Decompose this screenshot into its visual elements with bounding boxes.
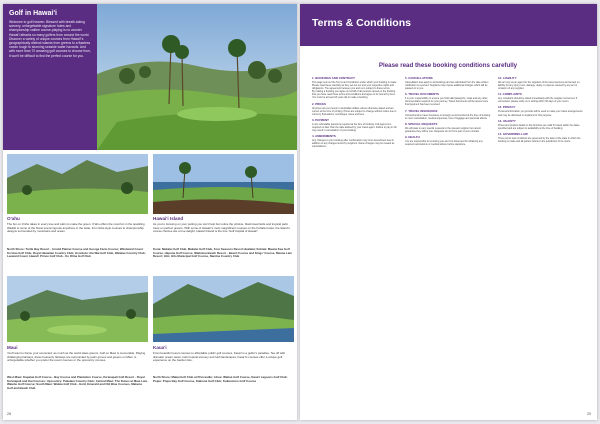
maui-courses: West Maui: Kapalua Golf Course - Bay Course and Plantation Course, Ka'anapali Golf Resort - Royal Ka'anapali and Kai Courses; Upcountry: Pukalani Country Club; Central Maui: The Dunes at Maui Lani, Waiehu Golf Course; South Maui: Wailea Golf Club - Gold, Emerald and Old Blue Courses, Makena Golf and Beach Club [7,376,148,391]
terms-title: Terms & Conditions [312,17,411,29]
terms-clause-text: Prices and product details in this brochure are valid for travel within the dates specified and are subject to availability at the time of booking. [498,123,580,130]
right-page [300,4,597,420]
hero-photo [97,4,298,150]
left-page-number: 28 [7,412,11,416]
terms-clause-heading: 3. PAYMENT [312,117,329,122]
left-page [3,4,298,420]
terms-clause-text: These terms and conditions are governed by the laws of the state in which the booking is made and all parties submit to the jurisdiction of its courts. [498,136,581,143]
terms-clause-heading: 6. TRAVEL DOCUMENTS [405,92,439,97]
terms-clause-heading: 12. PRIVACY [498,105,516,110]
hawaii-island-courses: Kona: Makalei Golf Club, Makalei Golf Club, Four Seasons Resort Hualalai; Kohala: Mauna Kea Golf Course, Hapuna Golf Course, Waikoloa Beach Resort - Beach Course and Kings' Course, Mauna Lani Resort; Hilo: Hilo Municipal Golf Course, Naniloa Country Club [153,248,292,259]
terms-clause-text: You are responsible for ensuring you are fit to travel and for obtaining any required vaccinations or medical advice before departure. [405,139,483,147]
terms-clause-heading: 13. VALIDITY [498,118,516,123]
terms-clause-text: Comprehensive travel insurance is strongly recommended at the time of booking to cover cancellation, medical expenses, loss of luggage and personal effects. [405,113,491,120]
terms-clause-text: This page sets out the Terms and Conditions under which your booking is made. Please read these carefully as they set out our and your respective rights and obligations. The agreement between you and us is subject to these terms. [312,81,397,91]
kauai-golf-image [153,276,294,342]
terms-clause-heading: 9. HEALTH [405,134,420,139]
maui-golf-image [7,276,148,342]
terms-clause-text: We act only as an agent for the suppliers of the travel services and accept no liability for any injury, loss, damage, delay or expense caused by any act or omission of any supplier. [498,81,580,91]
oahu-body: The fun on O'ahu takes in every tree and palm to make the green. O'ahu offers the most fun in the sparkling Waikiki to some of the finest scenic layouts anywhere in the state, from links-style courses to championship designs surrounded by mountains and ocean. [7,223,145,234]
terms-clause-heading: 2. PRICES [312,101,326,106]
right-page-number: 29 [587,412,591,416]
maui-title: Maui [7,345,18,350]
terms-clause-text: Any complaint should be raised immediately with the supplier concerned. If unresolved, please notify us in writing within 30 days of your return. [498,97,578,104]
terms-clause-text: All prices are per person in Australian dollars unless otherwise stated and are correct at the time of printing. Prices are subject to change without notice due to currency fluctuations, surcharges, taxes and fees. [312,106,397,116]
terms-clause-heading: 4. AMENDMENTS [312,134,336,139]
intro-body: Welcome to golf heaven. Blessed with breath-taking scenery, unforgettable signature holes and championship calibre course-playing is no wonder Hawai'i attracts so many golfers from around the world. Discover a variety of unique courses from Hawai'i's geographically distinct islands from greens to a flawless ocean rough to stunning seaside water hazards. And with more than 70 amazing golf courses to choose from, it won't be difficult to find the perfect course for you. [9,20,91,58]
terms-clause-heading: 14. GOVERNING LAW [498,131,528,136]
intro-panel [3,4,97,150]
terms-subtitle: Please read these booking conditions carefully [378,62,518,69]
terms-clause-heading: 5. CANCELLATIONS [405,76,433,80]
terms-column-3 [498,74,584,414]
maui-body: You'll want to frame your scorecard, as much as the world-class greens. Golf on Maui is memorable. Playing challenging fairways, these heavenly fairways are surrounded by palm groves and greens on Maui, is unforgettable whether you prefer the resort courses or the upcountry courses. [7,352,146,363]
kauai-title: Kaua'i [153,345,167,350]
terms-column-1 [312,74,398,414]
hawaii-island-photo [153,154,294,214]
terms-clause-heading: 1. BOOKINGS AND CONTRACT [312,76,355,80]
terms-clause-heading: 8. SPECIAL REQUESTS [405,121,438,126]
hawaii-island-golf-image [153,154,294,214]
oahu-photo [7,154,148,214]
hero-golf-course-image [97,4,298,150]
terms-clause-text: Cancellation fees apply to all bookings and are calculated from the date written notification is received. Suppliers may impose additional charges which will be passed on to you. [405,81,489,91]
oahu-golf-image [7,154,148,214]
terms-clause-text: Personal information you provide will be used to make your travel arrangements and may be disclosed to suppliers for this purpose. [498,110,583,117]
terms-column-2 [405,74,491,414]
terms-clause-text: Any changes to your booking after confirmation may incur amendment fees in addition to any charges levied by suppliers. Name changes may be treated as cancellations. [312,139,395,149]
terms-clause-heading: 10. LIABILITY [498,76,517,80]
intro-title: Golf in Hawai'i [9,10,57,17]
terms-clause-heading: 11. COMPLAINTS [498,92,522,97]
kauai-courses: North Shore: Makai Golf Club at Princeville; Lihue: Wailua Golf Course, Kaua'i Lagoons Golf Club; Poipu: Poipu Bay Golf Course, Kiahuna Golf Club; Kukuiolono Golf Course [153,376,288,383]
terms-clause-heading: 7. TRAVEL INSURANCE [405,108,438,113]
oahu-title: O'ahu [7,216,20,221]
hawaii-island-title: Hawai'i Island [153,216,184,221]
terms-clause-text: By making a booking you agree on behalf of all persons named on the booking that you have read these terms and conditions and agree to be bound by them. You must be at least 18 years old to make a booking. [312,90,396,100]
terms-clause-text: It is your responsibility to ensure you hold valid passports, visas and any other documentation required for your journey. Travel documents will be issued once final payment has been received. [405,97,489,107]
kauai-body: From beautiful resort courses to affordable public golf courses, Kaua'i is a golfer's paradise. Tee off with dramatic ocean views, lush tropical scenery and lush landscapes, Kaua'i's courses offer a unique golf experience on the Garden Isle. [153,352,286,363]
terms-clause-text: A non-refundable deposit is required at the time of booking. Full payment is required no later than the date advised by your travel agent. Failure to pay in full may result in cancellation of your booking. [312,122,397,133]
kauai-photo [153,276,294,342]
terms-clause-text: We will pass on any special requests to the relevant supplier but cannot guarantee they will be met. Requests do not form part of your contract. [405,126,481,133]
hawaii-island-body: As you're focusing on your putting you can't help but notice the pristine, black lava fields and tropical palm trees on perfect greens. With some of Hawai'i's most magnificent courses on the Kohala Coast, the island's course choices are a true delight, Hawai'i Island is the true 'Golf Capital of Hawai'i'. [153,223,290,234]
maui-photo [7,276,148,342]
oahu-courses: North Shore: Turtle Bay Resort - Arnold Palmer Course and George Fazio Course; Windward Coast: Ko'olau Golf Club, Royal Hawaiian Country Club; Honolulu: Ala Wai Golf Club, Waialae Country Club; Leeward Coast: Hawai'i Prince Golf Club - Ko Olina Golf Club [7,248,146,259]
